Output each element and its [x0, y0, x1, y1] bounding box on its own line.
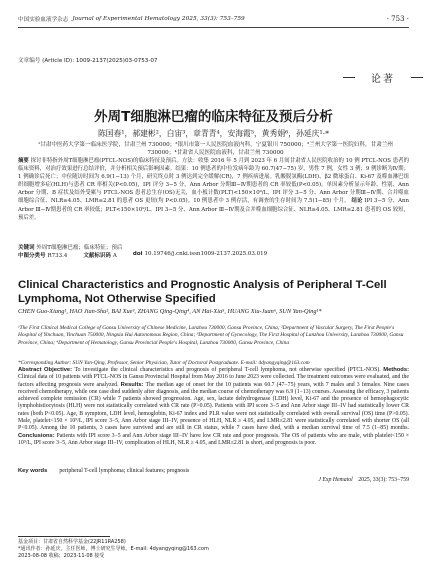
title-cn: 外周T细胞淋巴瘤的临床特征及预后分析 — [94, 109, 333, 125]
abstract-cn — [18, 157, 409, 222]
doc-code-value: A — [112, 253, 117, 259]
page-number: · 753 · — [386, 15, 409, 23]
classification-row — [18, 251, 409, 259]
objective-body: To investigate the clinical characteristics and prognosis of peripheral T-cell lymphoma, not otherwise specified (PTCL-NOS). — [74, 367, 381, 373]
abstract-cn-label: 摘要 — [18, 158, 29, 164]
article-id: 文章编号 (Article ID): 1009-2137(2025)03-0753-07 — [18, 58, 158, 64]
journal-name-cn: 中国实验血液学杂志 — [18, 17, 69, 23]
keywords-cn-label: 关键词 — [18, 245, 35, 251]
section-tag: 论著 — [357, 71, 409, 84]
title-en: Clinical Characteristics and Prognostic Analysis of Peripheral T-Cell Lymphoma, Not Otherwise Specified — [18, 279, 387, 305]
journal-name-en: Journal of Experimental Hematology 2025, 33(3): 753–759 — [72, 16, 245, 22]
affiliations-en: ¹The First Clinical Medical College of Gansu University of Chinese Medicine, Lanzhou 730000, Gansu Province, China; ²Department of Vascular Surgery, The First People's Hospital of Yinchuan, Yinchuan 750000, Ningxia Hui Autonomous Region, China; ³Department of Gynecology, The First Hospital of Lanzhou University, Lanzhou 730000, Gansu Province, China; ⁴Department of Hematology, Gansu Provincial People's Hospital, Lanzhou 730000, Gansu Province, China — [18, 325, 404, 346]
doi-value[interactable]: 10.19746/j.cnki.issn1009-2137.2025.03.019 — [144, 251, 268, 257]
results-label: Results: — [120, 381, 144, 388]
abstract-en — [18, 367, 409, 447]
conclusions-body: Patients with IPI score 3−5 and Ann Arbor stage III−IV have low CR rate and poor prognosis. The OS of patients who are male, with platelet<150 × 10⁹/L, IPI score 3−5, Ann Arbor stage III−IV, complication of HLH, NLR ≥ 4.05, and LMR≤2.81 is short, and prognosis is poor. — [18, 432, 409, 446]
citation-journal: J Exp Hematol — [318, 477, 353, 483]
clc-value: R733.4 — [47, 253, 68, 259]
footnote-rule — [18, 536, 110, 537]
running-header — [18, 13, 409, 25]
footnotes — [18, 539, 409, 560]
clc-label: 中图分类号 — [18, 253, 46, 259]
methods-label: Methods: — [383, 367, 409, 373]
abstract-en-label: Abstract — [18, 367, 42, 373]
conclusions-label: Conclusions: — [18, 432, 55, 439]
authors-en: CHEN Guo-Xiang¹, HAO Jian-Shu², BAI Xue³, ZHANG Qing-Qing⁴, AN Hai-Xia⁵, HUANG Xiu-Juan⁶, SUN Yan-Qing¹* — [18, 308, 322, 315]
fund-note: 基金项目：甘肃省自然科学基金(22JR11RA258) — [18, 539, 126, 545]
results-body: The median age of onset for the 10 patients was 60.7 (47−75) years, with 7 males and 3 females. Nine cases received chemotherapy, while one case died suddenly after diagnosis, and the median course of chemotherapy was 6.9 (1−13) courses. Assessing the efficacy, 3 patients achieved complete remission (CR) while 7 patients showed progression. Age, sex, lactate dehydrogenase (LDH) level, Ki-67 and the presence of hemophagocytic lymphohistiocytosis (HLH) were not statistically correlated with CR rate (P>0.05). Patients with IPI score 3−5 and Ann Arbor stage III−IV had statistically lower CR rates (both P<0.05). Age, B symptom, LDH level, hemoglobin, Ki-67 index and PLR value were not statistically correlated with overall survival (OS) time (P>0.05). Male, platelet<150 × 10⁹/L, IPI score 3−5, Ann Arbor stage III−IV, presence of HLH, NLR ≥ 4.05, and LMR≤2.81 were statistically correlated with shorter OS (all P<0.05). Among the 10 patients, 3 cases have survived and are still in CR status, while 7 cases have died, with a median survival time of 7.5 (1−85) months. — [18, 381, 409, 432]
citation-ref: 2025, 33(3): 753−759 — [358, 477, 409, 483]
affiliations-cn: ¹甘肃中医药大学第一临床医学院，甘肃兰州 730000；²银川市第一人民医院血液内科，宁夏银川 750000；³兰州大学第一医院妇科，甘肃兰州 730000；⁴甘肃省人民医院血液科，甘肃兰州 730000 — [37, 142, 394, 157]
keywords-cn-body: 外周T细胞淋巴瘤；临床特征；预后 — [36, 245, 123, 251]
doi-label: doi — [132, 251, 143, 257]
keywords-cn — [18, 243, 409, 251]
objective-label: Objective: — [44, 367, 73, 373]
header-rule — [18, 27, 409, 28]
abstract-cn-body: 探讨非特指外周T细胞淋巴瘤(PTCL-NOS)的临床特征及预后。方法：收集 2016 年 5 月到 2023 年 6 月间甘肃省人民医院收治的 10 例 PTCL-NOS 患者的临床资料，对治疗效果进行总结评价，并分析相关预后影响因素。结果：10 例患者的中位发病年龄为 60.7(47−75) 岁，男性 7 例，女性 3 例；9 例诊断为Ⅳ期；1 例确诊后死亡；中位随访时间为 6.9(1−13) 个月，研究终点时 3 例达到完全缓解(CR)，7 例疾病进展。乳酸脱氢酶(LDH)、β2 微球蛋白、Ki-67 及噬血淋巴组织细胞增多症(HLH)与患者 CR 率相关(P<0.05)，IPI 评分 3−5 分，Ann Arbor 分期Ⅲ−Ⅳ期患者的 CR 率较低(P<0.05)。单因素分析显示年龄、性别、Ann Arbor 分期、B 症状及结外受累与 PTCL-NOS 患者总生存(OS)无关，血小板计数(PLT)<150×10⁹/L、IPI 评分 3−5 分、Ann Arbor 分期Ⅲ−Ⅳ期、合并噬血细胞综合征、NLR≥4.05、LMR≤2.81 的患者 OS 更短(均 P<0.05)。10 例患者中 3 例存活，有调查的生存时间为 7.5(1−85) 个月。 — [18, 158, 409, 205]
citation — [318, 477, 409, 483]
corresponding-note: *通讯作者：孙延庆，主任医师，博士研究生导师。E-mail: 4dyangyqing@163.com — [18, 546, 209, 552]
correspondence-en: *Corresponding Author: SUN Yan-Qing, Professor, Senior Physician, Tutor of Doctoral Postgraduate. E-mail: 4dyangyqing@163.com — [18, 360, 310, 366]
conclusion-cn-label: 结论 — [351, 198, 363, 205]
authors-cn: 陈国春¹，郝建彬²，白宙³，章青青⁴，安海霞⁵，黄秀娟⁶，孙延庆¹·* — [98, 129, 329, 138]
keywords-en-body: peripheral T-cell lymphoma; clinical features; prognosis — [59, 468, 190, 474]
methods-body: Clinical data of 10 patients with PTCL-NOS in Gansu Provincial Hospital from May 2016 to June 2023 were collected. The treatment outcomes were evaluated, and the factors affecting prognosis were analyzed. — [18, 374, 409, 388]
keywords-en-label: Key words — [18, 468, 48, 474]
dates-note: 2023-08-08 收稿；2023-11-08 接受 — [18, 553, 105, 559]
conclusion-cn-body: IPI 3−5 分、Ann Arbor Ⅲ−Ⅳ期患者的 CR 率较低；PLT<150×10⁹/L、IPI 3−5 分、Ann Arbor Ⅲ−Ⅳ期及合并噬血细胞综合征、NLR≥4.05、LMR≤2.81 患者的 OS 较短，预后差。 — [18, 198, 409, 221]
keywords-en — [18, 468, 409, 474]
doc-code-label: 文献标识码 — [83, 253, 111, 259]
